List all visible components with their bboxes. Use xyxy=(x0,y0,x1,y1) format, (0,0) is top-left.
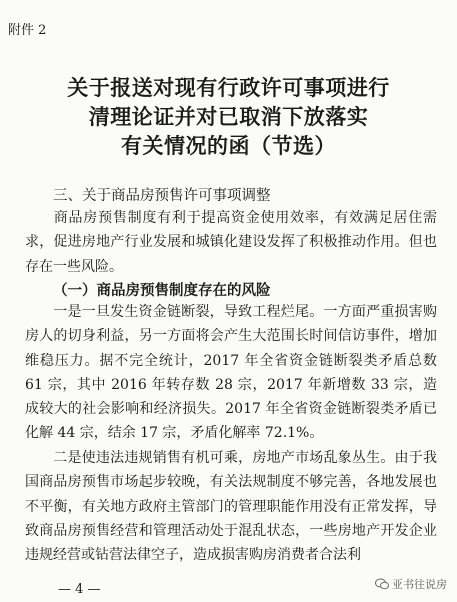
page-number: — 4 — xyxy=(58,582,101,597)
paragraph-2-text: 二是使违法违规销售有机可乘，房地产市场乱象丛生。由于我国商品房预售市场起步较晚，有关法规制度不够完善，各地发展也不平衡，有关地方政府主管部门的管理职能作用没有正常发挥，导致商品房预售经营和管理活动处于混乱状态，一些房地产开发企业违规经营或钻营法律空子，造成损害购房消费者合法利 xyxy=(25,450,437,564)
watermark-text: 亚书往说房 xyxy=(392,578,447,591)
title-line-3: 有关情况的函（节选） xyxy=(121,133,336,158)
paragraph-2 xyxy=(25,446,437,567)
title-line-1: 关于报送对现有行政许可事项进行 xyxy=(67,75,390,100)
wechat-icon xyxy=(375,578,389,590)
paragraph-1-text: 一是一旦发生资金链断裂，导致工程烂尾。一方面严重损害购房人的切身利益，另一方面将会产生大范围长时间信访事件，增加维稳压力。据不完全统计，2017 年全省资金链断裂类矛盾总数 61 宗，其中 2016 年转存数 28 宗，2017 年新增数 33 宗，造成较大的社会影响和经济损失。2017 年全省资金链断裂类矛盾已化解 44 宗，结余 17 宗，矛盾化解率 72.1%。 xyxy=(25,304,437,442)
intro-paragraph xyxy=(25,206,437,279)
intro-paragraph-text: 商品房预售制度有利于提高资金使用效率，有效满足居住需求，促进房地产行业发展和城镇化建设发挥了积极推动作用。但也存在一些风险。 xyxy=(25,210,437,275)
subheading: （一）商品房预售制度存在的风险 xyxy=(53,282,271,299)
watermark xyxy=(375,576,447,592)
section-heading: 三、关于商品房预售许可事项调整 xyxy=(53,188,271,204)
title-line-2: 清理论证并对已取消下放落实 xyxy=(88,104,369,129)
attachment-label: 附件 2 xyxy=(8,23,47,38)
paragraph-1 xyxy=(25,300,437,446)
